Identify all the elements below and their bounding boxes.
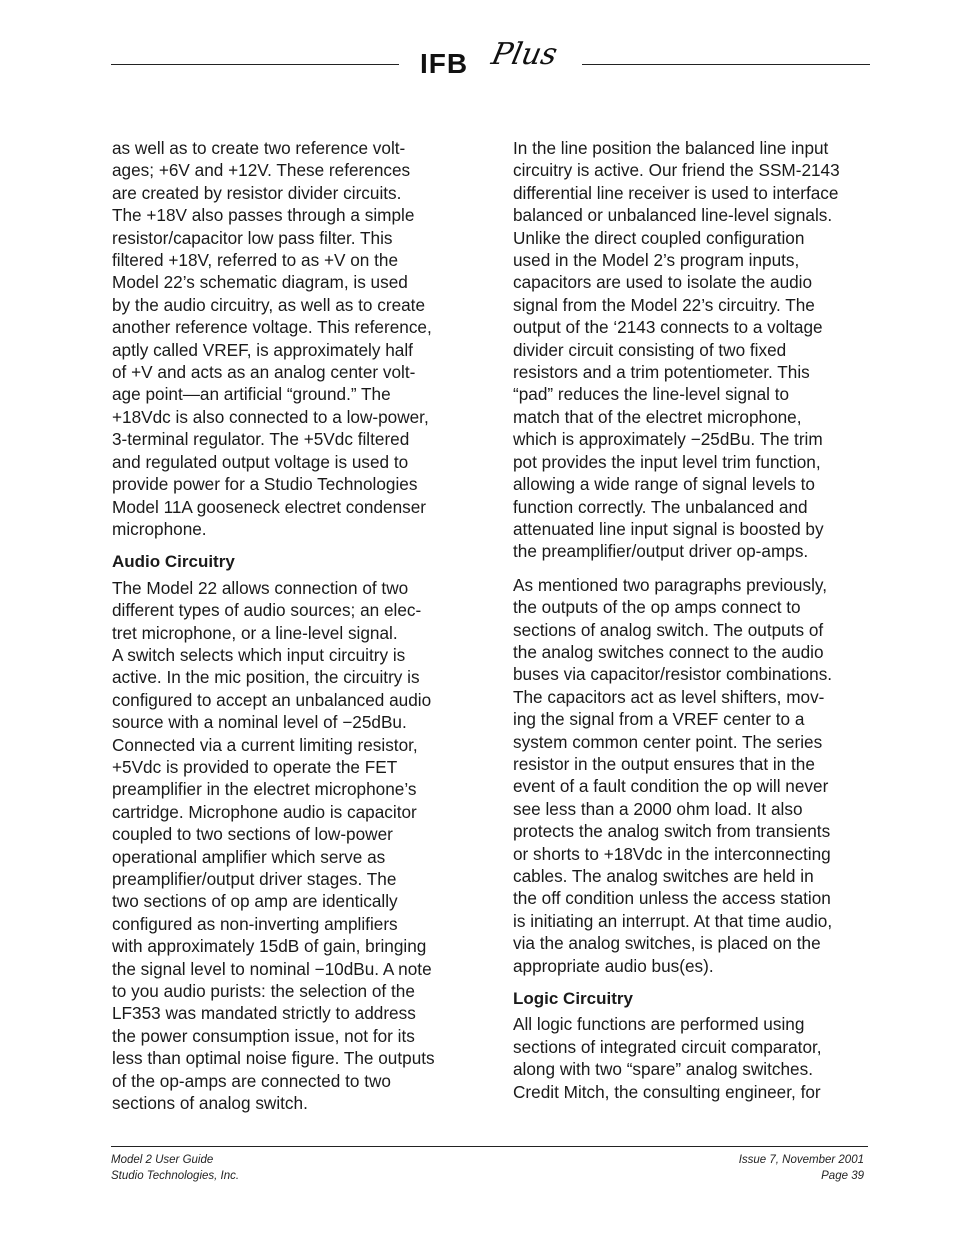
right-paragraph-3: All logic functions are performed using sections of integrated circuit comparator, along with two “spare” analog switches. Credit Mitch, the consulting engineer, for — [513, 1014, 822, 1102]
left-column — [112, 137, 474, 1125]
footer-company: Studio Technologies, Inc. — [111, 1170, 240, 1182]
footer-right — [739, 1152, 864, 1184]
heading-audio-circuitry: Audio Circuitry — [112, 552, 235, 572]
footer-issue: Issue 7, November 2001 — [738, 1154, 864, 1166]
heading-logic-circuitry: Logic Circuitry — [513, 989, 633, 1009]
logo-main-text: IFB — [420, 48, 469, 79]
right-paragraph-1: In the line position the balanced line input circuitry is active. Our friend the SSM-2143 differential line receiver is used to interface balanced or unbalanced line-level signals. Unlike the direct coupled configuration used in the Model 2’s program inputs, capacitors are used to isolate the audio signal from the Model 22’s circuitry. The output of the ‘2143 connects to a voltage divider circuit consisting of two fixed resistors and a trim potentiometer. This “pad” reduces the line-level signal to match that of the electret microphone, which is approximately −25dBu. The trim pot provides the input level trim function, allowing a wide range of signal levels to function correctly. The unbalanced and attenuated line input signal is boosted by the preamplifier/output driver op-amps. — [513, 138, 840, 562]
footer-rule — [111, 1146, 868, 1147]
header-rule-right — [582, 64, 870, 65]
footer-doc-title: Model 2 User Guide — [111, 1154, 214, 1166]
header-rule-left — [111, 64, 399, 65]
ifb-plus-logo — [420, 37, 561, 84]
footer-left — [111, 1152, 239, 1184]
left-paragraph-2: The Model 22 allows connection of two different types of audio sources; an elec- tret microphone, or a line-level signal. A switch selects which input circuitry is active. In the mic position, the circuitry is configured to accept an unbalanced audio source with a nominal level of −25dBu. Connected via a current limiting resistor, +5Vdc is provided to operate the FET preamplifier in the electret microphone’s cartridge. Microphone audio is capacitor coupled to two sections of low-power operational amplifier which serve as preamplifier/output driver stages. The two sections of op amp are identically configured as non-inverting amplifiers with approximately 15dB of gain, bringing the signal level to nominal −10dBu. A note to you audio purists: the selection of the LF353 was mandated strictly to address the power consumption issue, not for its less than optimal noise figure. The outputs of the op-amps are connected to two sections of analog switch. — [112, 577, 435, 1114]
right-column — [513, 137, 875, 1114]
right-paragraph-2: As mentioned two paragraphs previously, the outputs of the op amps connect to sections of analog switch. The outputs of the analog switches connect to the audio buses via capacitor/resistor combinations. The capacitors act as level shifters, mov- ing the signal from a VREF center to a system common center point. The series resistor in the output ensures that in the event of a fault condition the op will never see less than a 2000 ohm load. It also protects the analog switch from transients or shorts to +18Vdc in the interconnecting cables. The analog switches are held in the off condition unless the access station is initiating an interrupt. At that time audio, via the analog switches, is placed on the appropriate audio bus(es). — [513, 574, 833, 976]
left-paragraph-1: as well as to create two reference volt- ages; +6V and +12V. These references are created by resistor divider circuits. The +18V also passes through a simple resistor/capacitor low pass filter. This filtered +18V, referred to as +V on the Model 22’s schematic diagram, is used by the audio circuitry, as well as to create another reference voltage. This reference, aptly called VREF, is approximately half of +V and acts as an analog center volt- age point—an artificial “ground.” The +18Vdc is also connected to a low-power, 3-terminal regulator. The +5Vdc filtered and regulated output voltage is used to provide power for a Studio Technologies Model 11A gooseneck electret condenser microphone. — [112, 138, 432, 539]
footer-page-number: Page 39 — [821, 1170, 864, 1182]
logo-script-text: Plus — [488, 37, 561, 72]
